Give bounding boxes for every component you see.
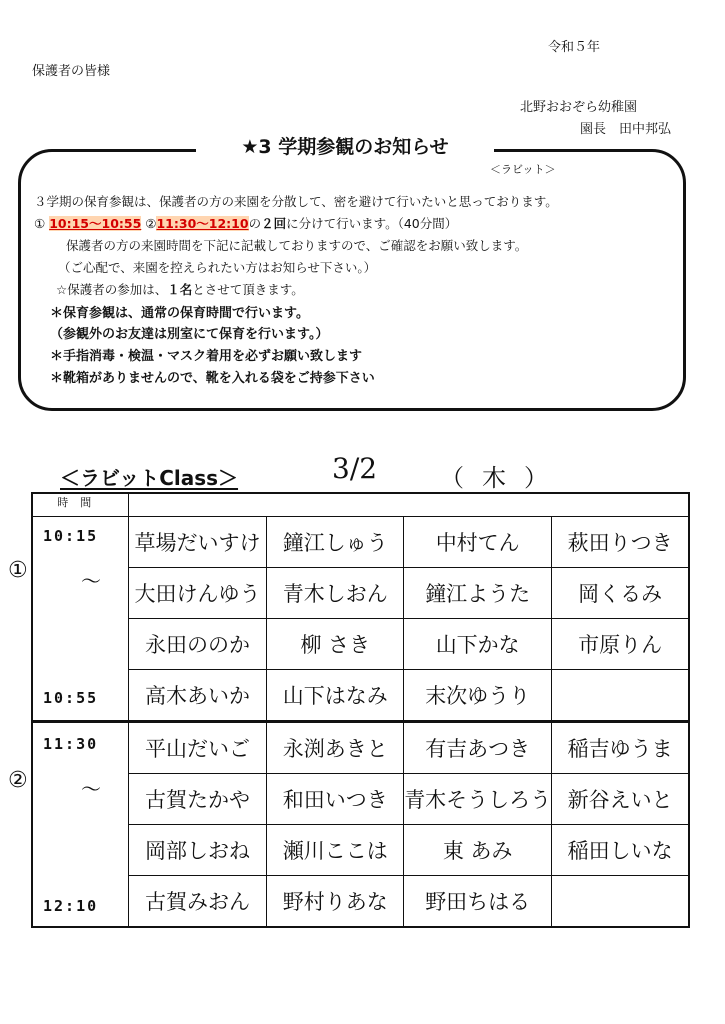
name-cell: 鐘江しゅう bbox=[267, 517, 404, 568]
session-marker-1: ① bbox=[8, 558, 28, 583]
session-marker: ① bbox=[34, 216, 46, 231]
table-row bbox=[32, 568, 689, 619]
name-cell bbox=[552, 670, 689, 722]
name-cell: 瀬川ここは bbox=[267, 825, 404, 876]
table-row bbox=[32, 774, 689, 825]
start-time: 10:15 bbox=[43, 527, 99, 545]
schedule-table bbox=[31, 492, 690, 928]
name-cell: 永渕あきと bbox=[267, 722, 404, 774]
notice-subtitle: ＜ラビット＞ bbox=[490, 163, 556, 176]
name-cell: 中村てん bbox=[404, 517, 552, 568]
table-header-row bbox=[32, 493, 689, 517]
name-cell: 新谷えいと bbox=[552, 774, 689, 825]
name-cell: 萩田りつき bbox=[552, 517, 689, 568]
name-cell: 青木しおん bbox=[267, 568, 404, 619]
name-cell bbox=[552, 876, 689, 928]
table-row bbox=[32, 825, 689, 876]
name-cell: 平山だいご bbox=[128, 722, 267, 774]
name-cell: 野田ちはる bbox=[404, 876, 552, 928]
notice-line: ＊靴箱がありませんので、靴を入れる袋をご持参下さい bbox=[50, 371, 375, 386]
notice-text: ☆保護者の参加は、 bbox=[56, 282, 168, 297]
range-wave: 〜 bbox=[81, 777, 101, 801]
notice-line-times bbox=[34, 214, 457, 232]
name-cell: 高木あいか bbox=[128, 670, 267, 722]
notice-title: ★3 学期参観のお知らせ bbox=[196, 132, 494, 159]
name-cell: 末次ゆうり bbox=[404, 670, 552, 722]
notice-line: ＊保育参観は、通常の保育時間で行います。 bbox=[50, 306, 309, 321]
principal-name: 園長 田中邦弘 bbox=[580, 122, 672, 137]
name-cell: 稲田しいな bbox=[552, 825, 689, 876]
name-cell: 山下かな bbox=[404, 619, 552, 670]
class-title: ＜ラビットClass＞ bbox=[60, 466, 239, 490]
name-cell: 有吉あつき bbox=[404, 722, 552, 774]
time-cell-session1 bbox=[32, 517, 128, 722]
end-time: 10:55 bbox=[43, 689, 99, 707]
notice-text: とさせて頂きます。 bbox=[192, 282, 304, 297]
name-cell: 和田いつき bbox=[267, 774, 404, 825]
table-row bbox=[32, 517, 689, 568]
name-cell: 古賀みおん bbox=[128, 876, 267, 928]
name-cell: 市原りん bbox=[552, 619, 689, 670]
slot2-highlight: 11:30～12:10 bbox=[156, 216, 249, 231]
name-cell: 古賀たかや bbox=[128, 774, 267, 825]
notice-line: （参観外のお友達は別室にて保育を行います。） bbox=[50, 327, 329, 342]
name-cell: 岡部しおね bbox=[128, 825, 267, 876]
class-date: 3/2 bbox=[332, 452, 378, 485]
name-cell: 野村りあな bbox=[267, 876, 404, 928]
session-marker-2: ② bbox=[8, 768, 28, 793]
name-cell: 大田けんゆう bbox=[128, 568, 267, 619]
notice-line: （ご心配で、来園を控えられたい方はお知らせ下さい。） bbox=[58, 260, 377, 275]
name-cell: 岡くるみ bbox=[552, 568, 689, 619]
era-label: 令和５年 bbox=[548, 40, 601, 55]
time-header: 時間 bbox=[57, 496, 104, 509]
start-time: 11:30 bbox=[43, 735, 99, 753]
range-wave: 〜 bbox=[81, 569, 101, 593]
name-cell: 柳 さき bbox=[267, 619, 404, 670]
class-day: （木） bbox=[440, 464, 566, 492]
time-cell-session2 bbox=[32, 722, 128, 928]
names-header-cell bbox=[128, 493, 689, 517]
name-cell: 東 あみ bbox=[404, 825, 552, 876]
session-marker: ② bbox=[145, 216, 157, 231]
name-cell: 山下はなみ bbox=[267, 670, 404, 722]
end-time: 12:10 bbox=[43, 897, 99, 915]
table-row bbox=[32, 876, 689, 928]
greeting: 保護者の皆様 bbox=[32, 64, 111, 79]
table-row bbox=[32, 670, 689, 722]
notice-text: に分けて行います。（40分間） bbox=[286, 216, 458, 231]
school-name: 北野おおぞら幼稚園 bbox=[520, 100, 638, 115]
notice-line: 保護者の方の来園時間を下記に記載しておりますので、ご確認をお願い致します。 bbox=[66, 238, 528, 253]
name-cell: 鐘江ようた bbox=[404, 568, 552, 619]
table-row bbox=[32, 722, 689, 774]
notice-line: ＊手指消毒・検温・マスク着用を必ずお願い致します bbox=[50, 349, 363, 364]
notice-text: の bbox=[248, 216, 262, 231]
notice-line-participation bbox=[56, 280, 304, 298]
notice-line: ３学期の保育参観は、保護者の方の来園を分散して、密を避けて行いたいと思っております。 bbox=[34, 194, 558, 209]
count-text: ２回 bbox=[261, 216, 287, 231]
name-cell: 青木そうしろう bbox=[404, 774, 552, 825]
slot1-highlight: 10:15～10:55 bbox=[49, 216, 142, 231]
name-cell: 草場だいすけ bbox=[128, 517, 267, 568]
name-cell: 稲吉ゆうま bbox=[552, 722, 689, 774]
count-text: １名 bbox=[167, 282, 193, 297]
table-row bbox=[32, 619, 689, 670]
time-header-cell bbox=[32, 493, 128, 517]
name-cell: 永田ののか bbox=[128, 619, 267, 670]
